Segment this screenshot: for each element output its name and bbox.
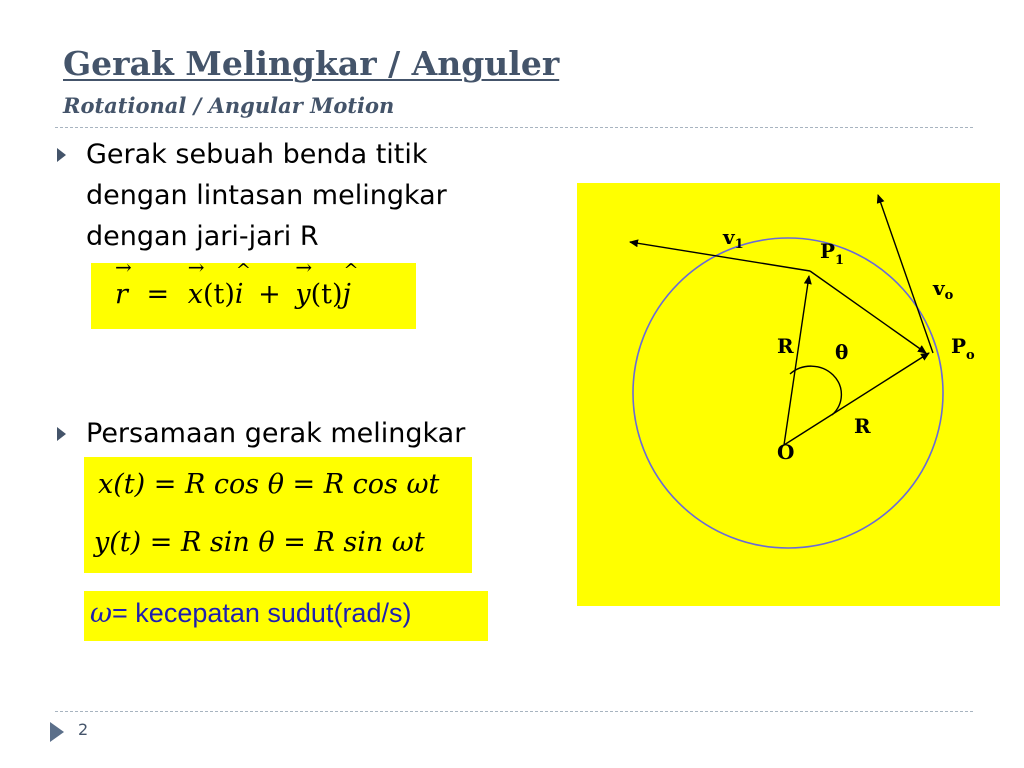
x-rhs: R cos ωt bbox=[323, 469, 440, 500]
x-lhs: x(t) bbox=[98, 469, 146, 500]
label-origin: O bbox=[777, 440, 795, 464]
bullet-arrow-icon bbox=[57, 427, 66, 441]
bullet-arrow-icon bbox=[57, 148, 66, 162]
circular-path bbox=[633, 238, 943, 548]
equals-sign: = bbox=[153, 469, 177, 500]
label-theta: θ bbox=[835, 340, 849, 364]
footer-arrow-icon bbox=[50, 722, 64, 742]
slide-subtitle: Rotational / Angular Motion bbox=[63, 93, 395, 118]
equals-sign: = bbox=[146, 279, 170, 310]
y-equation bbox=[94, 527, 425, 558]
y-mid: R sin θ bbox=[180, 527, 275, 558]
t-argument: (t) bbox=[310, 279, 343, 310]
label-po: $P_o$ bbox=[951, 334, 975, 363]
bullet-text-2 bbox=[86, 413, 465, 454]
bullet-text-1 bbox=[86, 134, 447, 257]
equals-sign: = bbox=[283, 527, 306, 558]
t-argument: (t) bbox=[202, 279, 235, 310]
bullet-line: dengan lintasan melingkar bbox=[86, 180, 447, 211]
x-mid: R cos θ bbox=[184, 469, 284, 500]
velocity-vector-v1 bbox=[630, 242, 810, 271]
bullet-line: Gerak sebuah benda titik bbox=[86, 139, 428, 170]
bullet-line: dengan jari-jari R bbox=[86, 221, 319, 252]
x-vector: → x bbox=[188, 279, 203, 310]
label-v1: $v_1$ bbox=[723, 225, 744, 252]
omega-definition-box bbox=[84, 591, 488, 641]
label-vo: $v_o$ bbox=[933, 276, 954, 303]
circular-motion-diagram bbox=[577, 183, 1000, 606]
equals-sign: = bbox=[292, 469, 316, 500]
omega-text: = kecepatan sudut(rad/s) bbox=[112, 598, 412, 628]
y-vector: → y bbox=[295, 279, 310, 310]
radius-vector-p1 bbox=[784, 276, 809, 445]
position-vector-formula bbox=[115, 279, 351, 310]
y-rhs: R sin ωt bbox=[314, 527, 425, 558]
footer-divider bbox=[55, 711, 973, 712]
equals-sign: = bbox=[149, 527, 173, 558]
theta-angle-arc bbox=[790, 366, 841, 415]
omega-symbol: ω bbox=[90, 598, 113, 629]
position-vector-formula-box bbox=[91, 263, 416, 329]
label-r-bottom: R bbox=[854, 414, 871, 438]
slide-title: Gerak Melingkar / Anguler bbox=[63, 44, 560, 83]
title-divider bbox=[55, 127, 973, 128]
x-equation bbox=[98, 469, 439, 500]
y-lhs: y(t) bbox=[94, 527, 142, 558]
j-hat: ^ j bbox=[343, 279, 351, 310]
page-number: 2 bbox=[78, 720, 89, 739]
circular-motion-equations-box bbox=[84, 457, 472, 573]
r-vector: → r bbox=[115, 279, 128, 310]
bullet-line: Persamaan gerak melingkar bbox=[86, 418, 466, 449]
label-r-left: R bbox=[777, 334, 794, 358]
omega-definition bbox=[90, 598, 411, 629]
plus-sign: + bbox=[258, 279, 281, 310]
label-p1: $P_1$ bbox=[820, 239, 845, 268]
diagram-svg bbox=[577, 183, 1000, 606]
i-hat: ^ i bbox=[235, 279, 244, 310]
